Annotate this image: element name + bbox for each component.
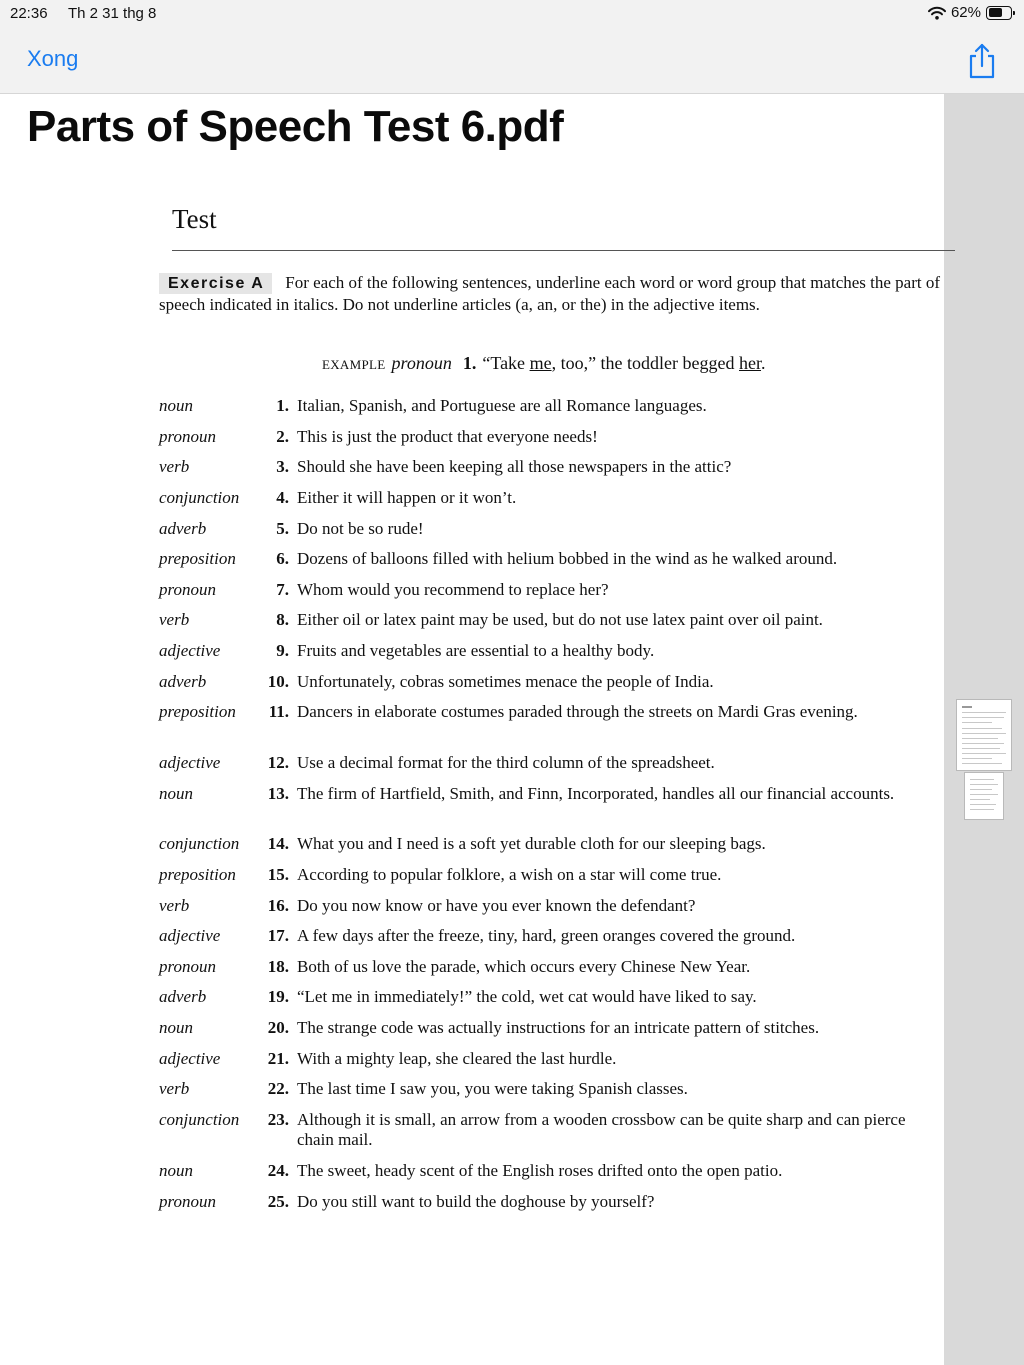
battery-icon — [986, 6, 1012, 20]
part-of-speech: adjective — [159, 926, 221, 945]
status-indicators — [928, 4, 1012, 21]
item-number: 17. — [267, 926, 289, 945]
example-line — [322, 353, 766, 374]
exercise-instructions: For each of the following sentences, underline each word or word group that matches the part of speech indicated in italics. Do not underline articles (a, an, or the) in the adjective items. — [159, 273, 941, 314]
item-number: 11. — [268, 702, 289, 721]
example-sentence-middle: , too,” the toddler begged — [551, 353, 740, 373]
part-of-speech: adjective — [159, 1049, 221, 1068]
heading-divider — [172, 250, 955, 251]
item-number: 22. — [267, 1079, 289, 1098]
part-of-speech: pronoun — [159, 427, 216, 446]
share-icon[interactable] — [964, 42, 1000, 80]
example-part-of-speech: pronoun — [391, 353, 452, 373]
item-sentence: Dozens of balloons filled with helium bobbed in the wind as he walked around. — [297, 549, 838, 568]
item-number: 14. — [267, 834, 289, 853]
item-number: 9. — [276, 641, 289, 660]
done-button[interactable]: Xong — [27, 46, 79, 71]
item-number: 23. — [267, 1110, 289, 1129]
item-sentence: What you and I need is a soft yet durable cloth for our sleeping bags. — [297, 834, 766, 853]
item-sentence: This is just the product that everyone needs! — [297, 427, 598, 446]
page-heading: Test — [172, 204, 217, 234]
item-number: 4. — [276, 488, 289, 507]
item-sentence: Italian, Spanish, and Portuguese are all Romance languages. — [297, 396, 707, 415]
item-number: 21. — [267, 1049, 289, 1068]
part-of-speech: noun — [159, 1161, 193, 1180]
part-of-speech: adverb — [159, 987, 207, 1006]
part-of-speech: adverb — [159, 672, 207, 691]
part-of-speech: preposition — [159, 702, 236, 721]
top-bar — [0, 0, 1024, 94]
item-number: 18. — [267, 957, 289, 976]
part-of-speech: adjective — [159, 753, 221, 772]
item-sentence: According to popular folklore, a wish on a star will come true. — [297, 865, 722, 884]
item-number: 15. — [267, 865, 289, 884]
part-of-speech: conjunction — [159, 834, 240, 853]
status-time: 22:36 — [10, 5, 48, 22]
item-sentence: Should she have been keeping all those newspapers in the attic? — [297, 457, 732, 476]
part-of-speech: pronoun — [159, 957, 216, 976]
item-number: 5. — [276, 519, 289, 538]
item-sentence: A few days after the freeze, tiny, hard, green oranges covered the ground. — [297, 926, 796, 945]
item-sentence: Do you now know or have you ever known the defendant? — [297, 896, 696, 915]
exercise-instructions-block — [159, 272, 949, 315]
item-sentence: Although it is small, an arrow from a wooden crossbow can be quite sharp and can pierce chain mail. — [297, 1110, 906, 1149]
part-of-speech: preposition — [159, 549, 236, 568]
item-sentence: The sweet, heady scent of the English roses drifted onto the open patio. — [297, 1161, 783, 1180]
item-number: 1. — [276, 396, 289, 415]
example-sentence-start: “Take — [482, 353, 530, 373]
exercise-label: Exercise A — [159, 273, 272, 294]
battery-percent: 62% — [950, 4, 981, 21]
item-number: 7. — [276, 580, 289, 599]
page-thumbnail-2[interactable] — [964, 772, 1004, 820]
item-sentence: Use a decimal format for the third column of the spreadsheet. — [297, 753, 715, 772]
example-number: 1. — [462, 353, 477, 373]
item-sentence: Unfortunately, cobras sometimes menace the people of India. — [297, 672, 714, 691]
example-label: EXAMPLE — [322, 357, 386, 372]
item-number: 24. — [267, 1161, 289, 1180]
example-underlined-word: her — [739, 353, 762, 373]
item-number: 12. — [267, 753, 289, 772]
page-thumbnail-1[interactable] — [956, 699, 1012, 771]
part-of-speech: verb — [159, 1079, 190, 1098]
part-of-speech: verb — [159, 457, 190, 476]
part-of-speech: verb — [159, 610, 190, 629]
part-of-speech: noun — [159, 1018, 193, 1037]
item-number: 3. — [276, 457, 289, 476]
item-sentence: The last time I saw you, you were taking Spanish classes. — [297, 1079, 688, 1098]
item-number: 8. — [276, 610, 289, 629]
document-title: Parts of Speech Test 6.pdf — [27, 102, 564, 151]
item-number: 10. — [267, 672, 289, 691]
part-of-speech: adjective — [159, 641, 221, 660]
part-of-speech: preposition — [159, 865, 236, 884]
example-sentence-end: . — [761, 353, 766, 373]
wifi-icon — [928, 6, 946, 20]
item-sentence: Fruits and vegetables are essential to a healthy body. — [297, 641, 655, 660]
item-sentence: Whom would you recommend to replace her? — [297, 580, 609, 599]
item-sentence: The firm of Hartfield, Smith, and Finn, Incorporated, handles all our financial accounts. — [297, 784, 895, 803]
item-sentence: Both of us love the parade, which occurs every Chinese New Year. — [297, 957, 751, 976]
example-underlined-word: me — [529, 353, 552, 373]
item-sentence: Dancers in elaborate costumes paraded through the streets on Mardi Gras evening. — [297, 702, 858, 721]
item-sentence: Either oil or latex paint may be used, but do not use latex paint over oil paint. — [297, 610, 823, 629]
item-sentence: “Let me in immediately!” the cold, wet cat would have liked to say. — [297, 987, 757, 1006]
thumbnail-sidebar — [944, 94, 1024, 1365]
item-sentence: Do you still want to build the doghouse by yourself? — [297, 1192, 655, 1211]
item-sentence: Do not be so rude! — [297, 519, 424, 538]
part-of-speech: noun — [159, 396, 193, 415]
part-of-speech: pronoun — [159, 1192, 216, 1211]
part-of-speech: conjunction — [159, 488, 240, 507]
part-of-speech: verb — [159, 896, 190, 915]
item-number: 19. — [267, 987, 289, 1006]
item-sentence: The strange code was actually instructions for an intricate pattern of stitches. — [297, 1018, 820, 1037]
item-number: 25. — [267, 1192, 289, 1211]
battery-level — [989, 8, 1002, 17]
part-of-speech: pronoun — [159, 580, 216, 599]
item-sentence: With a mighty leap, she cleared the last hurdle. — [297, 1049, 617, 1068]
item-number: 2. — [276, 427, 289, 446]
item-number: 6. — [276, 549, 289, 568]
item-number: 13. — [267, 784, 289, 803]
item-number: 20. — [267, 1018, 289, 1037]
part-of-speech: adverb — [159, 519, 207, 538]
item-number: 16. — [267, 896, 289, 915]
status-date: Th 2 31 thg 8 — [68, 5, 157, 22]
item-sentence: Either it will happen or it won’t. — [297, 488, 517, 507]
part-of-speech: noun — [159, 784, 193, 803]
part-of-speech: conjunction — [159, 1110, 240, 1129]
